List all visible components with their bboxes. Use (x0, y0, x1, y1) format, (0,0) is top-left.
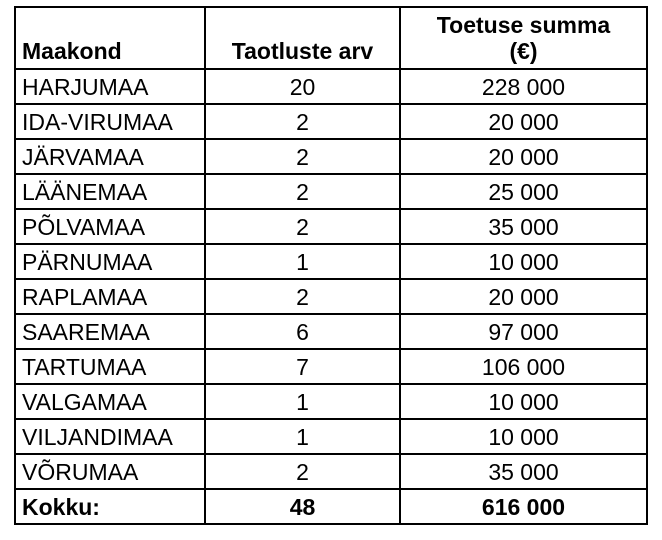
cell-applications: 2 (205, 279, 400, 314)
total-amount: 616 000 (400, 489, 647, 524)
table-header (15, 7, 647, 69)
cell-amount: 97 000 (400, 314, 647, 349)
cell-county: VALGAMAA (15, 384, 205, 419)
cell-county: VÕRUMAA (15, 454, 205, 489)
county-grants-table (14, 6, 648, 525)
cell-applications: 2 (205, 209, 400, 244)
cell-amount: 20 000 (400, 139, 647, 174)
header-county: Maakond (15, 7, 205, 69)
table-row (15, 104, 647, 139)
cell-applications: 2 (205, 174, 400, 209)
cell-applications: 2 (205, 454, 400, 489)
total-row (15, 489, 647, 524)
cell-applications: 1 (205, 244, 400, 279)
cell-applications: 1 (205, 419, 400, 454)
table-row (15, 69, 647, 104)
table-footer (15, 489, 647, 524)
header-amount (400, 7, 647, 69)
cell-amount: 35 000 (400, 454, 647, 489)
cell-amount: 20 000 (400, 279, 647, 314)
table-row (15, 139, 647, 174)
cell-applications: 2 (205, 104, 400, 139)
cell-county: SAAREMAA (15, 314, 205, 349)
header-applications: Taotluste arv (205, 7, 400, 69)
table-row (15, 454, 647, 489)
table-row (15, 384, 647, 419)
total-applications: 48 (205, 489, 400, 524)
table-row (15, 244, 647, 279)
cell-amount: 10 000 (400, 244, 647, 279)
cell-amount: 20 000 (400, 104, 647, 139)
header-amount-line1: Toetuse summa (436, 12, 611, 38)
cell-applications: 2 (205, 139, 400, 174)
cell-county: JÄRVAMAA (15, 139, 205, 174)
cell-county: HARJUMAA (15, 69, 205, 104)
table-row (15, 279, 647, 314)
header-row (15, 7, 647, 69)
cell-amount: 10 000 (400, 384, 647, 419)
table-row (15, 174, 647, 209)
cell-county: VILJANDIMAA (15, 419, 205, 454)
table-row (15, 349, 647, 384)
cell-applications: 6 (205, 314, 400, 349)
cell-county: LÄÄNEMAA (15, 174, 205, 209)
cell-amount: 106 000 (400, 349, 647, 384)
cell-amount: 35 000 (400, 209, 647, 244)
table-row (15, 314, 647, 349)
cell-amount: 10 000 (400, 419, 647, 454)
cell-county: PÕLVAMAA (15, 209, 205, 244)
cell-county: TARTUMAA (15, 349, 205, 384)
cell-amount: 228 000 (400, 69, 647, 104)
cell-county: IDA-VIRUMAA (15, 104, 205, 139)
cell-county: RAPLAMAA (15, 279, 205, 314)
cell-county: PÄRNUMAA (15, 244, 205, 279)
header-amount-line2: (€) (509, 38, 538, 64)
cell-applications: 20 (205, 69, 400, 104)
table-body (15, 69, 647, 489)
cell-applications: 7 (205, 349, 400, 384)
cell-amount: 25 000 (400, 174, 647, 209)
total-label: Kokku: (15, 489, 205, 524)
table-row (15, 209, 647, 244)
table-row (15, 419, 647, 454)
cell-applications: 1 (205, 384, 400, 419)
